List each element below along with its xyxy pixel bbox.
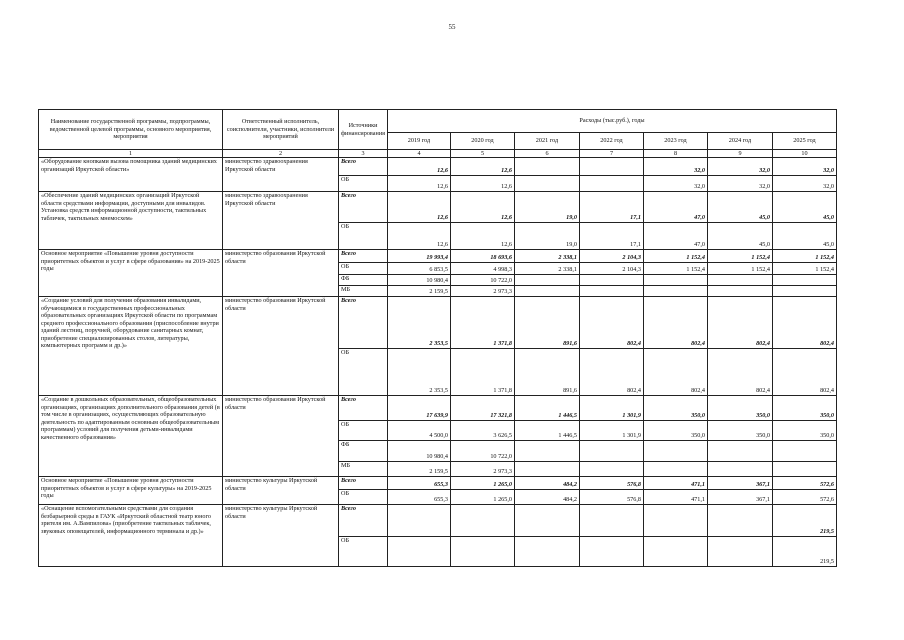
header-year: 2021 год (514, 133, 579, 150)
expense-value: 802,4 (579, 349, 643, 396)
expense-value (579, 275, 643, 286)
expense-value: 17,1 (579, 192, 643, 223)
expense-value (707, 275, 772, 286)
expense-value (643, 462, 707, 477)
expense-value: 471,1 (643, 477, 707, 490)
expense-value: 2 973,3 (450, 286, 514, 297)
expense-value: 367,1 (707, 477, 772, 490)
header-year: 2022 год (579, 133, 643, 150)
expense-value: 10 722,0 (450, 441, 514, 462)
header-source: Источники финансирования (339, 110, 388, 150)
expense-value (514, 158, 579, 176)
activity-name: Основное мероприятие «Повышение уровня доступности приоритетных объектов и услуг в сфере образования» на 2019-2025 годы (39, 250, 223, 297)
expense-value: 10 980,4 (387, 441, 450, 462)
executor: министерство культуры Иркутской области (223, 505, 339, 567)
header-name: Наименование государственной программы, подпрограммы, ведомственной целевой программы, основного мероприятия, мероприятия (39, 110, 223, 150)
expense-value: 367,1 (707, 490, 772, 505)
expense-value: 3 626,5 (450, 421, 514, 441)
expense-value: 802,4 (772, 297, 836, 349)
executor: министерство культуры Иркутской области (223, 477, 339, 505)
funding-source: Всего (339, 297, 388, 349)
table-row (39, 158, 837, 176)
expense-value: 572,6 (772, 490, 836, 505)
expense-value: 2 104,3 (579, 250, 643, 263)
expense-value: 802,4 (643, 349, 707, 396)
header-expenses: Расходы (тыс.руб.), годы (387, 110, 836, 133)
expense-value (514, 286, 579, 297)
column-number: 6 (514, 150, 579, 158)
expense-value: 2 973,3 (450, 462, 514, 477)
expense-value: 12,6 (450, 176, 514, 192)
expense-value: 4 998,3 (450, 263, 514, 275)
expense-value: 2 159,5 (387, 462, 450, 477)
expense-value: 1 301,9 (579, 396, 643, 421)
header-year: 2024 год (707, 133, 772, 150)
expense-value: 45,0 (772, 192, 836, 223)
expense-value: 19,0 (514, 192, 579, 223)
expense-value: 32,0 (643, 176, 707, 192)
column-number: 8 (643, 150, 707, 158)
expense-value (707, 286, 772, 297)
expense-value (514, 441, 579, 462)
column-number: 3 (339, 150, 388, 158)
executor: министерство образования Иркутской области (223, 297, 339, 396)
expense-value: 350,0 (643, 421, 707, 441)
expense-value: 2 338,1 (514, 263, 579, 275)
expense-value: 802,4 (579, 297, 643, 349)
expense-value: 10 722,0 (450, 275, 514, 286)
expense-value: 484,2 (514, 490, 579, 505)
expense-value: 802,4 (707, 349, 772, 396)
activity-name: «Обеспечение зданий медицинских организаций Иркутской области средствами информации, доступными для инвалидов. Установка средств информационной доступности, тактильных табличек, тактильных мнемосхем» (39, 192, 223, 250)
expense-value: 2 338,1 (514, 250, 579, 263)
funding-source: МБ (339, 462, 388, 477)
column-number: 10 (772, 150, 836, 158)
expense-value (387, 537, 450, 567)
funding-source: Всего (339, 477, 388, 490)
column-number: 2 (223, 150, 339, 158)
expense-value (772, 275, 836, 286)
expense-value: 1 152,4 (772, 263, 836, 275)
expense-value (707, 441, 772, 462)
expense-value (514, 462, 579, 477)
header-executor: Ответственный исполнитель, соисполнители, участники, исполнители мероприятий (223, 110, 339, 150)
funding-source: Всего (339, 250, 388, 263)
funding-source: Всего (339, 158, 388, 176)
expense-value: 12,6 (450, 223, 514, 250)
expense-value: 10 980,4 (387, 275, 450, 286)
funding-source: ОБ (339, 490, 388, 505)
expense-value: 802,4 (772, 349, 836, 396)
expense-value: 17 639,9 (387, 396, 450, 421)
expense-value (772, 441, 836, 462)
expense-value: 17 321,8 (450, 396, 514, 421)
expense-value: 350,0 (772, 396, 836, 421)
expense-value: 1 371,8 (450, 297, 514, 349)
column-number: 1 (39, 150, 223, 158)
expense-value: 802,4 (643, 297, 707, 349)
expense-value: 19 993,4 (387, 250, 450, 263)
expense-value: 655,3 (387, 477, 450, 490)
executor: министерство здравоохранения Иркутской области (223, 192, 339, 250)
expense-value: 12,6 (387, 223, 450, 250)
expense-value (514, 537, 579, 567)
expense-value: 1 265,0 (450, 490, 514, 505)
expense-value: 32,0 (643, 158, 707, 176)
expense-value (579, 505, 643, 537)
funding-source: ОБ (339, 176, 388, 192)
expense-value (707, 537, 772, 567)
expense-value: 2 159,5 (387, 286, 450, 297)
expense-value: 1 152,4 (772, 250, 836, 263)
expense-value (643, 441, 707, 462)
page-number: 55 (448, 23, 456, 31)
expense-value: 1 446,5 (514, 421, 579, 441)
expense-value: 45,0 (707, 223, 772, 250)
funding-source: Всего (339, 192, 388, 223)
expense-value (579, 537, 643, 567)
funding-source: ОБ (339, 223, 388, 250)
expense-value: 350,0 (643, 396, 707, 421)
expense-value (579, 462, 643, 477)
funding-source: Всего (339, 505, 388, 537)
activity-name: Основное мероприятие «Повышение уровня доступности приоритетных объектов и услуг в сфере культуры» на 2019-2025 годы (39, 477, 223, 505)
expense-value (643, 286, 707, 297)
expense-value: 484,2 (514, 477, 579, 490)
expense-value (387, 505, 450, 537)
funding-source: Всего (339, 396, 388, 421)
expense-value: 2 353,5 (387, 349, 450, 396)
funding-source: ОБ (339, 421, 388, 441)
expense-value: 891,6 (514, 297, 579, 349)
expense-value: 471,1 (643, 490, 707, 505)
expense-value (772, 286, 836, 297)
expense-value: 17,1 (579, 223, 643, 250)
executor: министерство образования Иркутской области (223, 396, 339, 477)
expense-value: 47,0 (643, 223, 707, 250)
header-year: 2023 год (643, 133, 707, 150)
expense-value: 572,6 (772, 477, 836, 490)
funding-source: ОБ (339, 263, 388, 275)
activity-name: «Оснащение вспомогательными средствами для создания безбарьерной среды в ГАУК «Иркутский областной театр юного зрителя им. А.Вампилова» (приобретение тактильных табличек, звуковых оповещателей, информационного терминала и др.)» (39, 505, 223, 567)
expense-value: 219,5 (772, 537, 836, 567)
table-body (39, 158, 837, 567)
expense-value: 219,5 (772, 505, 836, 537)
expense-value (579, 158, 643, 176)
table-row (39, 396, 837, 421)
expense-value: 350,0 (707, 421, 772, 441)
expense-value: 891,6 (514, 349, 579, 396)
header-year: 2025 год (772, 133, 836, 150)
funding-source: ОБ (339, 537, 388, 567)
header-year: 2019 год (387, 133, 450, 150)
expense-value: 4 500,0 (387, 421, 450, 441)
expense-value: 32,0 (707, 176, 772, 192)
expense-value: 45,0 (772, 223, 836, 250)
funding-source: МБ (339, 286, 388, 297)
expense-value: 12,6 (387, 176, 450, 192)
expense-value: 1 152,4 (643, 250, 707, 263)
expense-value (707, 505, 772, 537)
expense-value: 32,0 (707, 158, 772, 176)
expense-value: 1 301,9 (579, 421, 643, 441)
expense-value: 350,0 (707, 396, 772, 421)
expense-value (643, 275, 707, 286)
expense-value: 47,0 (643, 192, 707, 223)
expense-value (514, 176, 579, 192)
column-number: 7 (579, 150, 643, 158)
expense-value (772, 462, 836, 477)
expenses-table (38, 109, 837, 567)
expense-value: 2 353,5 (387, 297, 450, 349)
column-number: 4 (387, 150, 450, 158)
expense-value: 1 265,0 (450, 477, 514, 490)
expense-value (514, 505, 579, 537)
expense-value: 32,0 (772, 158, 836, 176)
expense-value (579, 441, 643, 462)
expense-value (579, 176, 643, 192)
column-number: 9 (707, 150, 772, 158)
expense-value (450, 505, 514, 537)
table-row (39, 192, 837, 223)
expense-value (579, 286, 643, 297)
expense-value: 1 152,4 (707, 250, 772, 263)
table-row (39, 250, 837, 263)
funding-source: ФБ (339, 441, 388, 462)
expense-value: 12,6 (450, 158, 514, 176)
expense-value (514, 275, 579, 286)
table-row (39, 297, 837, 349)
expense-value: 1 371,8 (450, 349, 514, 396)
expense-value: 576,8 (579, 477, 643, 490)
expense-value: 576,8 (579, 490, 643, 505)
expense-value: 350,0 (772, 421, 836, 441)
table-row (39, 505, 837, 537)
executor: министерство образования Иркутской области (223, 250, 339, 297)
expense-value: 6 853,5 (387, 263, 450, 275)
activity-name: «Оборудование кнопками вызова помощника зданий медицинских организаций Иркутской области» (39, 158, 223, 192)
expense-value: 12,6 (387, 158, 450, 176)
expense-value: 45,0 (707, 192, 772, 223)
expense-value: 2 104,3 (579, 263, 643, 275)
executor: министерство здравоохранения Иркутской области (223, 158, 339, 192)
expense-value: 655,3 (387, 490, 450, 505)
activity-name: «Создание условий для получения образования инвалидами, обучающимися в государственных профессиональных образовательных организациях Иркутской области по программам среднего профессионального образования (приспособление внутри зданий лестниц, поручней, оборудование санитарных комнат, приобретение специализированных столов, литературы, компьютерных программ и др.)» (39, 297, 223, 396)
expense-value: 1 152,4 (707, 263, 772, 275)
expense-value (643, 537, 707, 567)
expense-value: 32,0 (772, 176, 836, 192)
table-row (39, 477, 837, 490)
funding-source: ФБ (339, 275, 388, 286)
expense-value: 12,6 (450, 192, 514, 223)
expense-value: 12,6 (387, 192, 450, 223)
expense-value: 19,0 (514, 223, 579, 250)
funding-source: ОБ (339, 349, 388, 396)
expense-value: 18 693,6 (450, 250, 514, 263)
activity-name: «Создание в дошкольных образовательных, общеобразовательных организациях, организациях дополнительного образования детей (в том числе в организациях, осуществляющих образовательную деятельность по адаптированным основным общеобразовательным программам) условий для получения детьми-инвалидами качественного образования» (39, 396, 223, 477)
expense-value: 1 152,4 (643, 263, 707, 275)
expense-value: 802,4 (707, 297, 772, 349)
expense-value (707, 462, 772, 477)
column-number: 5 (450, 150, 514, 158)
header-year: 2020 год (450, 133, 514, 150)
expense-value (450, 537, 514, 567)
expense-value: 1 446,5 (514, 396, 579, 421)
expense-value (643, 505, 707, 537)
